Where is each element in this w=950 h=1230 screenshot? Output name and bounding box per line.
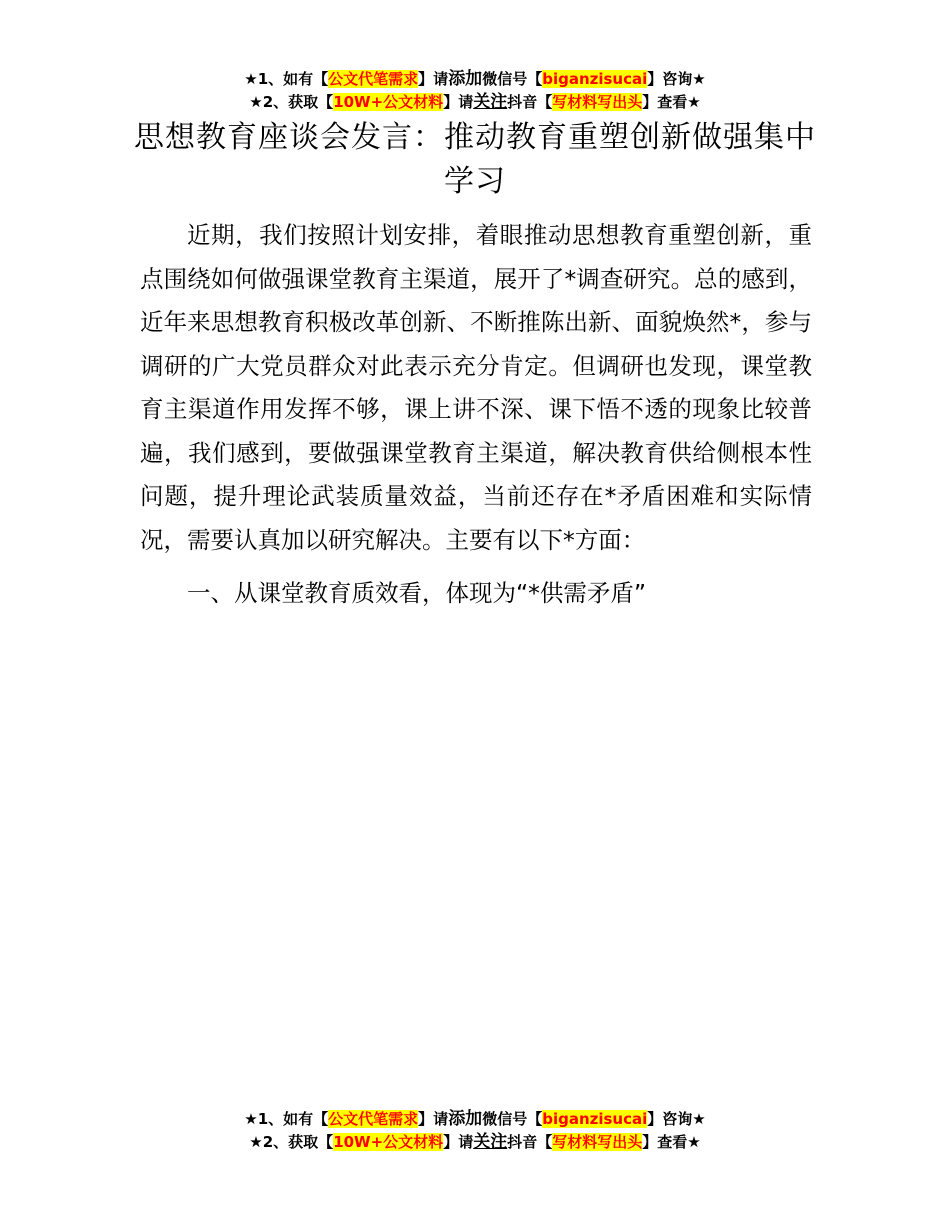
banner-emphasis: 添加 bbox=[448, 1109, 483, 1129]
banner-emphasis: 关注 bbox=[473, 1132, 508, 1152]
banner-prefix: ★2、获取【 bbox=[249, 93, 334, 111]
banner-text: 微信号【 bbox=[482, 70, 543, 88]
banner-text: 】请 bbox=[443, 93, 474, 111]
banner-text: 微信号【 bbox=[482, 1110, 543, 1128]
banner-suffix: 】咨询★ bbox=[647, 1110, 706, 1128]
banner-text: 】请 bbox=[418, 70, 449, 88]
body-paragraph: 近期，我们按照计划安排，着眼推动思想教育重塑创新，重点围绕如何做强课堂教育主渠道，展开了*调查研究。总的感到，近年来思想教育积极改革创新、不断推陈出新、面貌焕然*，参与调研的广大党员群众对此表示充分肯定。但调研也发现，课堂教育主渠道作用发挥不够，课上讲不深、课下悟不透的现象比较普遍，我们感到，要做强课堂教育主渠道，解决教育供给侧根本性问题，提升理论武装质量效益，当前还存在*矛盾困难和实际情况，需要认真加以研究解决。主要有以下*方面： bbox=[140, 221, 812, 554]
banner-text: 】请 bbox=[418, 1110, 449, 1128]
header-banner-line-1 bbox=[0, 68, 950, 91]
banner-text: 】请 bbox=[443, 1133, 474, 1151]
section-heading: 一、从课堂教育质效看，体现为“*供需矛盾” bbox=[187, 579, 647, 607]
banner-prefix: ★2、获取【 bbox=[249, 1133, 334, 1151]
highlight-douyin-account: 写材料写出头 bbox=[552, 93, 643, 111]
highlight-service: 公文代笔需求 bbox=[328, 1110, 419, 1128]
banner-text: 抖音【 bbox=[507, 1133, 553, 1151]
banner-emphasis: 添加 bbox=[448, 69, 483, 89]
footer-banner-line-1 bbox=[0, 1108, 950, 1131]
highlight-wechat-id: biganzisucai bbox=[542, 1110, 648, 1128]
header-banner bbox=[0, 68, 950, 114]
banner-text: 抖音【 bbox=[507, 93, 553, 111]
banner-suffix: 】咨询★ bbox=[647, 70, 706, 88]
highlight-materials: 10W+公文材料 bbox=[333, 93, 444, 111]
document-body bbox=[140, 214, 812, 616]
banner-suffix: 】查看★ bbox=[642, 1133, 701, 1151]
highlight-materials: 10W+公文材料 bbox=[333, 1133, 444, 1151]
footer-banner-line-2 bbox=[0, 1131, 950, 1154]
banner-prefix: ★1、如有【 bbox=[244, 70, 329, 88]
highlight-douyin-account: 写材料写出头 bbox=[552, 1133, 643, 1151]
banner-emphasis: 关注 bbox=[473, 92, 508, 112]
document-title: 思想教育座谈会发言：推动教育重塑创新做强集中学习 bbox=[134, 120, 816, 199]
banner-suffix: 】查看★ bbox=[642, 93, 701, 111]
footer-banner bbox=[0, 1108, 950, 1154]
banner-prefix: ★1、如有【 bbox=[244, 1110, 329, 1128]
highlight-wechat-id: biganzisucai bbox=[542, 70, 648, 88]
highlight-service: 公文代笔需求 bbox=[328, 70, 419, 88]
header-banner-line-2 bbox=[0, 91, 950, 114]
